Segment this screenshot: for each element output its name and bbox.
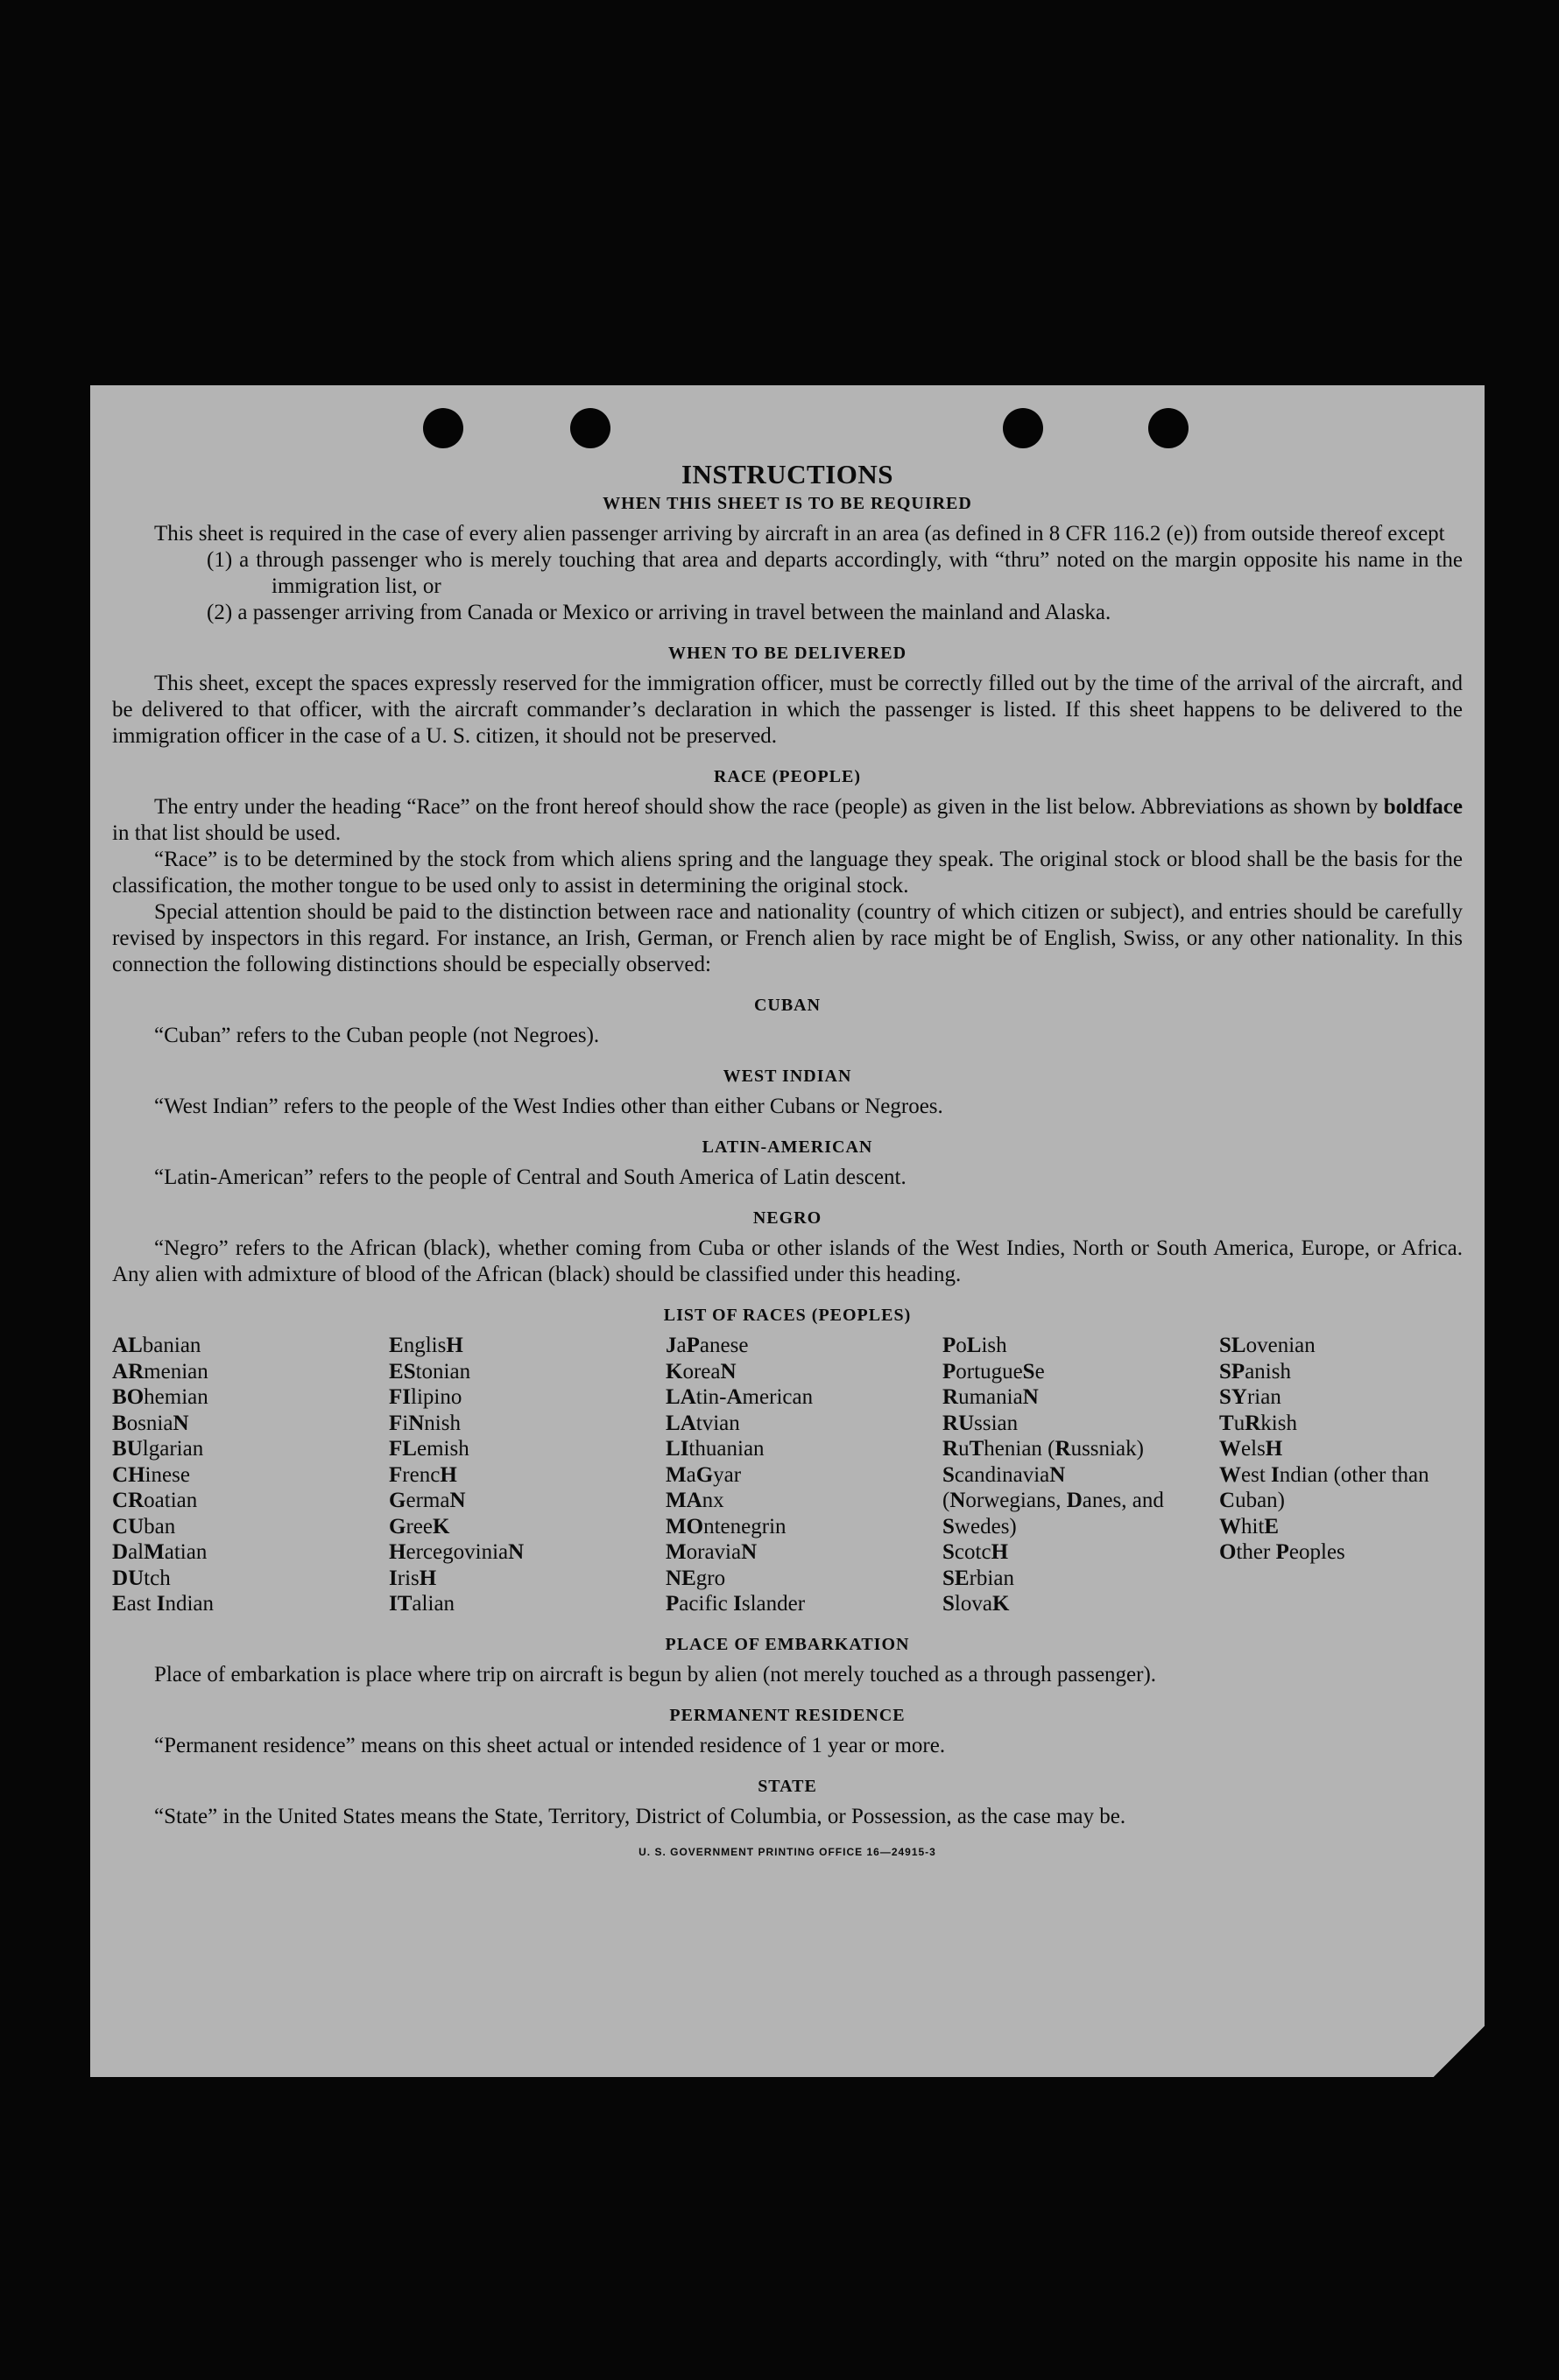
race-entry: EnglisH [389,1334,463,1357]
race-entry: West Indian (other than Cuban) [1219,1462,1429,1512]
embarkation-text: Place of embarkation is place where trip on aircraft is begun by alien (not merely touched as a through passenger). [154,1662,1157,1686]
race-paragraph-1 [112,794,1463,847]
instruction-sheet [90,385,1485,2077]
race-entry: NEgro [666,1566,726,1590]
when-required-intro: This sheet is required in the case of every alien passenger arriving by aircraft in an area (as defined in 8 CFR 116.2 (e)) from outside thereof except [154,522,1445,546]
punch-hole [1003,408,1043,448]
race-entry: LIthuanian [666,1437,765,1461]
race-entry: SPanish [1219,1359,1291,1384]
heading-race: RACE (PEOPLE) [714,767,861,786]
race-p1-end: in that list should be used. [112,821,342,845]
race-entry: ITalian [389,1592,455,1616]
race-paragraph-2: “Race” is to be determined by the stock from which aliens spring and the language they speak. The original stock or blood shall be the basis for the classification, the mother tongue to be used only to assist in determining the original stock. [112,848,1463,898]
instructions-content [112,459,1463,1858]
race-entry: DUtch [112,1566,171,1590]
races-list [112,1333,1463,1617]
race-entry: LAtvian [666,1411,740,1435]
race-p1-bold: boldface [1383,795,1463,819]
race-entry: Pacific Islander [666,1592,806,1616]
races-column [389,1333,632,1617]
race-entry: WhitE [1219,1514,1280,1539]
race-entry: KoreaN [666,1359,737,1384]
race-entry: PortugueSe [942,1359,1045,1384]
race-entry: FrencH [389,1462,457,1487]
heading-latin-american: LATIN-AMERICAN [702,1137,873,1157]
races-column [112,1333,356,1617]
race-entry: CUban [112,1514,176,1539]
punch-hole [423,408,463,448]
negro-text: “Negro” refers to the African (black), whether coming from Cuba or other islands of the West Indies, North or South America, Europe, or Africa. Any alien with admixture of blood of the African (black) should be classified under this heading. [112,1236,1463,1286]
heading-embarkation: PLACE OF EMBARKATION [665,1634,910,1654]
punch-hole [570,408,610,448]
race-entry: GreeK [389,1514,450,1539]
race-entry: ScandinaviaN (Norwegians, Danes, and Swedes) [942,1462,1164,1539]
heading-state: STATE [758,1776,817,1796]
race-entry: RumaniaN [942,1385,1039,1409]
races-column [942,1333,1186,1617]
heading-permanent-residence: PERMANENT RESIDENCE [669,1705,906,1725]
race-paragraph-3: Special attention should be paid to the distinction between race and nationality (country of which citizen or subject), and entries should be carefully revised by inspectors in this regard. For instance, an Irish, German, or French alien by race might be of English, Swiss, or any other nationality. In this connection the following distinctions should be especially observed: [112,900,1463,976]
race-entry: JaPanese [666,1334,749,1357]
race-entry: SErbian [942,1566,1014,1590]
folded-corner [1434,2026,1485,2077]
exception-2: (2) a passenger arriving from Canada or Mexico or arriving in travel between the mainland and Alaska. [207,601,1111,624]
race-entry: BUlgarian [112,1437,204,1461]
cuban-text: “Cuban” refers to the Cuban people (not Negroes). [154,1024,600,1047]
heading-when-delivered: WHEN TO BE DELIVERED [667,644,907,663]
heading-west-indian: WEST INDIAN [723,1067,852,1086]
exception-1: (1) a through passenger who is merely touching that area and departs accordingly, with “thru” noted on the margin opposite his name in the immigration list, or [207,548,1463,598]
race-entry: SYrian [1219,1385,1281,1409]
heading-when-required: WHEN THIS SHEET IS TO BE REQUIRED [603,494,972,513]
race-p1-start: The entry under the heading “Race” on the front hereof should show the race (people) as given in the list below. Abbreviations as shown by [154,795,1384,819]
printing-office-footer: U. S. GOVERNMENT PRINTING OFFICE 16—24915-3 [638,1845,936,1858]
race-entry: HercegoviniaN [389,1540,525,1564]
race-entry: CRoatian [112,1489,198,1512]
race-entry: GermaN [389,1489,466,1512]
race-entry: TuRkish [1219,1411,1297,1435]
when-delivered-text: This sheet, except the spaces expressly reserved for the immigration officer, must be correctly filled out by the time of the arrival of the aircraft, and be delivered to that officer, with the aircraft commander’s declaration in which the passenger is listed. If this sheet happens to be delivered to the immigration officer in the case of a U. S. citizen, it should not be preserved. [112,672,1463,748]
race-entry: CHinese [112,1462,190,1487]
race-entry: WelsH [1219,1437,1283,1461]
state-text: “State” in the United States means the State, Territory, District of Columbia, or Possession, as the case may be. [154,1804,1126,1828]
race-entry: ARmenian [112,1359,208,1384]
race-entry: ScotcH [942,1540,1009,1564]
race-entry: SlovaK [942,1592,1010,1616]
race-entry: RuThenian (Russniak) [942,1437,1144,1461]
race-entry: EStonian [389,1359,471,1384]
races-column [1219,1333,1463,1617]
race-entry: ALbanian [112,1334,201,1357]
heading-negro: NEGRO [752,1208,822,1228]
race-entry: MoraviaN [666,1540,758,1564]
race-entry: MAnx [666,1489,724,1512]
race-entry: Other Peoples [1219,1540,1345,1564]
west-indian-text: “West Indian” refers to the people of the West Indies other than either Cubans or Negroes. [154,1095,943,1118]
race-entry: DalMatian [112,1540,208,1564]
race-entry: FLemish [389,1437,469,1461]
page-title: INSTRUCTIONS [681,459,893,489]
latin-american-text: “Latin-American” refers to the people of Central and South America of Latin descent. [154,1165,906,1189]
races-column [666,1333,909,1617]
race-entry: MOntenegrin [666,1514,787,1539]
heading-list-of-races: LIST OF RACES (PEOPLES) [663,1306,912,1325]
race-entry: East Indian [112,1592,215,1616]
race-entry: MaGyar [666,1462,742,1487]
heading-cuban: CUBAN [753,996,822,1015]
race-entry: BOhemian [112,1385,208,1409]
race-entry: IrisH [389,1566,437,1590]
race-entry: FiNnish [389,1411,461,1435]
race-entry: LAtin-American [666,1385,814,1409]
punch-hole [1148,408,1189,448]
race-entry: SLovenian [1219,1334,1316,1357]
race-entry: RUssian [942,1411,1019,1435]
residence-text: “Permanent residence” means on this sheet actual or intended residence of 1 year or more. [154,1733,946,1757]
race-entry: BosniaN [112,1411,189,1435]
race-entry: FIlipino [389,1385,462,1409]
race-entry: PoLish [942,1334,1007,1357]
